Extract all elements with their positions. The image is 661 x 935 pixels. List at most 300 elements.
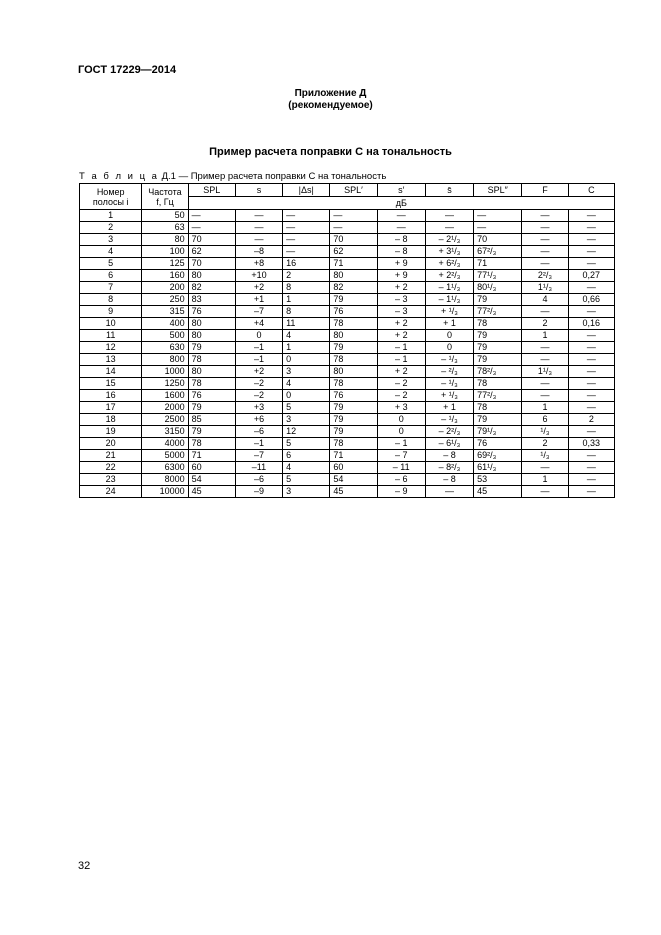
cell-s-prime: – 2 [377, 378, 425, 390]
table-caption-text: Д.1 — Пример расчета поправки C на тональность [158, 171, 387, 182]
cell-s: +2 [235, 282, 282, 294]
table-row [80, 366, 615, 378]
cell-band: 7 [80, 282, 142, 294]
cell-s-prime: + 2 [377, 318, 425, 330]
cell-f: 2²/₃ [522, 270, 568, 282]
cell-delta-s: 6 [283, 450, 330, 462]
cell-spl-prime: 79 [330, 414, 377, 426]
cell-spl-double-prime: 78 [474, 318, 522, 330]
cell-delta-s: — [283, 222, 330, 234]
cell-c: — [568, 378, 614, 390]
cell-band: 9 [80, 306, 142, 318]
cell-band: 5 [80, 258, 142, 270]
cell-spl-prime: 76 [330, 390, 377, 402]
cell-delta-s: 4 [283, 462, 330, 474]
cell-s: –9 [235, 486, 282, 498]
table-body [80, 210, 615, 498]
cell-spl-prime: 79 [330, 294, 377, 306]
cell-f: 1 [522, 330, 568, 342]
cell-frequency: 500 [142, 330, 188, 342]
cell-delta-s: 3 [283, 486, 330, 498]
cell-spl-double-prime: 70 [474, 234, 522, 246]
cell-s-bar: + ¹/₃ [425, 306, 473, 318]
cell-spl: 62 [188, 246, 235, 258]
cell-c: — [568, 402, 614, 414]
cell-frequency: 315 [142, 306, 188, 318]
cell-frequency: 6300 [142, 462, 188, 474]
cell-band: 24 [80, 486, 142, 498]
cell-spl-double-prime: 61¹/₃ [474, 462, 522, 474]
cell-s-prime: — [377, 210, 425, 222]
cell-f: — [522, 486, 568, 498]
cell-f: 2 [522, 318, 568, 330]
cell-s-prime: – 6 [377, 474, 425, 486]
cell-c: 2 [568, 414, 614, 426]
cell-spl-prime: 76 [330, 306, 377, 318]
cell-delta-s: 3 [283, 414, 330, 426]
cell-c: 0,16 [568, 318, 614, 330]
cell-spl-double-prime: 76 [474, 438, 522, 450]
cell-s-bar: – 8 [425, 474, 473, 486]
cell-spl: — [188, 222, 235, 234]
cell-band: 21 [80, 450, 142, 462]
cell-frequency: 400 [142, 318, 188, 330]
cell-spl-prime: 79 [330, 342, 377, 354]
cell-spl: 85 [188, 414, 235, 426]
cell-s-prime: – 2 [377, 390, 425, 402]
cell-s-prime: + 9 [377, 258, 425, 270]
cell-c: — [568, 390, 614, 402]
cell-s-prime: – 1 [377, 354, 425, 366]
table-row [80, 486, 615, 498]
cell-spl-double-prime: 79 [474, 354, 522, 366]
cell-c: 0,27 [568, 270, 614, 282]
cell-frequency: 2000 [142, 402, 188, 414]
cell-s-prime: – 3 [377, 294, 425, 306]
cell-delta-s: 4 [283, 330, 330, 342]
cell-band: 22 [80, 462, 142, 474]
cell-spl-prime: 79 [330, 426, 377, 438]
cell-delta-s: 4 [283, 378, 330, 390]
cell-s-prime: – 8 [377, 234, 425, 246]
cell-c: — [568, 474, 614, 486]
cell-frequency: 800 [142, 354, 188, 366]
cell-spl: 76 [188, 306, 235, 318]
cell-spl-prime: 79 [330, 402, 377, 414]
cell-frequency: 50 [142, 210, 188, 222]
cell-spl-double-prime: 77²/₃ [474, 306, 522, 318]
cell-spl-prime: 78 [330, 378, 377, 390]
cell-f: — [522, 342, 568, 354]
cell-delta-s: 0 [283, 354, 330, 366]
cell-c: — [568, 258, 614, 270]
cell-spl-double-prime: 71 [474, 258, 522, 270]
cell-band: 6 [80, 270, 142, 282]
header-c: C [568, 184, 614, 197]
tonality-correction-table [79, 183, 615, 498]
cell-s: –1 [235, 438, 282, 450]
table-row [80, 306, 615, 318]
cell-s-bar: – 1¹/₃ [425, 282, 473, 294]
cell-spl-prime: 80 [330, 270, 377, 282]
cell-s: — [235, 234, 282, 246]
cell-s-bar: – ¹/₃ [425, 414, 473, 426]
cell-f: — [522, 234, 568, 246]
cell-frequency: 8000 [142, 474, 188, 486]
cell-f: — [522, 378, 568, 390]
table-row [80, 210, 615, 222]
cell-frequency: 1000 [142, 366, 188, 378]
table-row [80, 450, 615, 462]
cell-spl: 78 [188, 378, 235, 390]
cell-f: — [522, 246, 568, 258]
cell-c: — [568, 462, 614, 474]
cell-c: — [568, 450, 614, 462]
cell-s-prime: – 9 [377, 486, 425, 498]
cell-frequency: 80 [142, 234, 188, 246]
cell-frequency: 100 [142, 246, 188, 258]
cell-spl: 79 [188, 402, 235, 414]
cell-s-prime: + 2 [377, 282, 425, 294]
cell-s-bar: 0 [425, 330, 473, 342]
cell-spl-prime: 54 [330, 474, 377, 486]
cell-s: –6 [235, 426, 282, 438]
cell-s: –1 [235, 342, 282, 354]
cell-spl-prime: 78 [330, 438, 377, 450]
cell-band: 12 [80, 342, 142, 354]
cell-c: — [568, 366, 614, 378]
cell-delta-s: 8 [283, 306, 330, 318]
cell-spl-prime: 80 [330, 366, 377, 378]
table-row [80, 342, 615, 354]
cell-frequency: 630 [142, 342, 188, 354]
cell-s-bar: + 3¹/₃ [425, 246, 473, 258]
table-row [80, 354, 615, 366]
cell-spl: 78 [188, 354, 235, 366]
table-row [80, 474, 615, 486]
cell-s: –8 [235, 246, 282, 258]
cell-spl-double-prime: 79 [474, 342, 522, 354]
cell-f: ¹/₃ [522, 450, 568, 462]
cell-delta-s: 8 [283, 282, 330, 294]
cell-spl-prime: 45 [330, 486, 377, 498]
cell-spl-double-prime: — [474, 222, 522, 234]
table-caption-label: Т а б л и ц а [79, 171, 159, 182]
cell-delta-s: 1 [283, 342, 330, 354]
cell-s: +8 [235, 258, 282, 270]
cell-s: –7 [235, 306, 282, 318]
cell-spl-double-prime: 78 [474, 378, 522, 390]
table-row [80, 222, 615, 234]
cell-spl: 80 [188, 330, 235, 342]
cell-s-bar: — [425, 486, 473, 498]
table-row [80, 330, 615, 342]
cell-f: — [522, 306, 568, 318]
cell-spl: 80 [188, 366, 235, 378]
cell-c: — [568, 234, 614, 246]
cell-spl-double-prime: 78 [474, 402, 522, 414]
cell-delta-s: 5 [283, 474, 330, 486]
cell-spl-double-prime: 67²/₃ [474, 246, 522, 258]
cell-band: 4 [80, 246, 142, 258]
table-row [80, 270, 615, 282]
cell-spl: 76 [188, 390, 235, 402]
cell-spl-prime: 71 [330, 450, 377, 462]
document-code: ГОСТ 17229—2014 [78, 64, 177, 76]
table-row [80, 378, 615, 390]
cell-spl-prime: 82 [330, 282, 377, 294]
cell-frequency: 2500 [142, 414, 188, 426]
cell-c: 0,66 [568, 294, 614, 306]
cell-f: 2 [522, 438, 568, 450]
cell-spl-double-prime: 77¹/₃ [474, 270, 522, 282]
cell-frequency: 4000 [142, 438, 188, 450]
cell-c: — [568, 330, 614, 342]
cell-s: –2 [235, 378, 282, 390]
cell-s: –2 [235, 390, 282, 402]
cell-s-bar: – 2¹/₃ [425, 234, 473, 246]
cell-band: 17 [80, 402, 142, 414]
cell-spl-prime: — [330, 210, 377, 222]
cell-spl-double-prime: 78²/₃ [474, 366, 522, 378]
header-band-number: Номер полосы i [80, 184, 142, 210]
cell-delta-s: 5 [283, 438, 330, 450]
cell-spl: 71 [188, 450, 235, 462]
cell-s: +2 [235, 366, 282, 378]
cell-spl-double-prime: 79 [474, 294, 522, 306]
cell-spl-double-prime: 45 [474, 486, 522, 498]
table-row [80, 426, 615, 438]
cell-spl-double-prime: 69²/₃ [474, 450, 522, 462]
cell-f: 6 [522, 414, 568, 426]
cell-s-prime: + 2 [377, 330, 425, 342]
table-row [80, 282, 615, 294]
cell-f: 1¹/₃ [522, 366, 568, 378]
table-row [80, 462, 615, 474]
cell-s-bar: + ¹/₃ [425, 390, 473, 402]
cell-frequency: 5000 [142, 450, 188, 462]
table-row [80, 402, 615, 414]
cell-s-bar: – 1¹/₃ [425, 294, 473, 306]
cell-s-prime: + 2 [377, 366, 425, 378]
header-s-bar: s̄ [425, 184, 473, 197]
cell-spl-prime: — [330, 222, 377, 234]
header-frequency: Частота f, Гц [142, 184, 188, 210]
cell-spl: 82 [188, 282, 235, 294]
cell-spl-double-prime: 79¹/₃ [474, 426, 522, 438]
cell-c: — [568, 210, 614, 222]
cell-band: 8 [80, 294, 142, 306]
cell-c: 0,33 [568, 438, 614, 450]
cell-spl-prime: 78 [330, 354, 377, 366]
header-spl-prime: SPL′ [330, 184, 377, 197]
cell-delta-s: 11 [283, 318, 330, 330]
cell-frequency: 250 [142, 294, 188, 306]
cell-s-prime: – 11 [377, 462, 425, 474]
cell-f: 1¹/₃ [522, 282, 568, 294]
cell-frequency: 125 [142, 258, 188, 270]
cell-frequency: 3150 [142, 426, 188, 438]
cell-spl: 79 [188, 426, 235, 438]
cell-spl: 79 [188, 342, 235, 354]
table-row [80, 318, 615, 330]
cell-delta-s: 0 [283, 390, 330, 402]
cell-spl: 54 [188, 474, 235, 486]
cell-band: 11 [80, 330, 142, 342]
cell-s: +4 [235, 318, 282, 330]
cell-s-bar: — [425, 222, 473, 234]
cell-f: — [522, 258, 568, 270]
cell-s-prime: + 3 [377, 402, 425, 414]
cell-spl-prime: 60 [330, 462, 377, 474]
cell-s-bar: + 1 [425, 318, 473, 330]
cell-spl-double-prime: 77²/₃ [474, 390, 522, 402]
cell-band: 10 [80, 318, 142, 330]
cell-s-bar: + 2²/₃ [425, 270, 473, 282]
cell-s-prime: – 1 [377, 438, 425, 450]
cell-s-bar: – 8²/₃ [425, 462, 473, 474]
cell-s: +10 [235, 270, 282, 282]
cell-spl-double-prime: 79 [474, 330, 522, 342]
cell-spl-double-prime: 53 [474, 474, 522, 486]
appendix-title: Приложение Д [294, 88, 367, 99]
cell-spl-prime: 62 [330, 246, 377, 258]
cell-s-bar: – ¹/₃ [425, 378, 473, 390]
cell-frequency: 200 [142, 282, 188, 294]
cell-delta-s: — [283, 210, 330, 222]
cell-s: — [235, 222, 282, 234]
table-row [80, 438, 615, 450]
cell-delta-s: 12 [283, 426, 330, 438]
cell-spl: — [188, 210, 235, 222]
cell-s: –7 [235, 450, 282, 462]
cell-s-bar: + 6²/₃ [425, 258, 473, 270]
header-s: s [235, 184, 282, 197]
cell-s: –6 [235, 474, 282, 486]
cell-s-bar: 0 [425, 342, 473, 354]
cell-s: +3 [235, 402, 282, 414]
cell-spl: 80 [188, 318, 235, 330]
cell-s-bar: – 2²/₃ [425, 426, 473, 438]
header-spl: SPL [188, 184, 235, 197]
cell-band: 15 [80, 378, 142, 390]
cell-s-prime: + 9 [377, 270, 425, 282]
cell-band: 18 [80, 414, 142, 426]
cell-spl-prime: 71 [330, 258, 377, 270]
cell-s-bar: + 1 [425, 402, 473, 414]
cell-f: 4 [522, 294, 568, 306]
cell-band: 3 [80, 234, 142, 246]
table-row [80, 246, 615, 258]
cell-s: 0 [235, 330, 282, 342]
cell-f: — [522, 222, 568, 234]
cell-band: 14 [80, 366, 142, 378]
cell-s-bar: – ¹/₃ [425, 354, 473, 366]
cell-c: — [568, 222, 614, 234]
appendix-subtitle: (рекомендуемое) [288, 100, 373, 111]
cell-band: 2 [80, 222, 142, 234]
header-spl-double-prime: SPL″ [474, 184, 522, 197]
table-caption [79, 171, 386, 182]
cell-delta-s: 2 [283, 270, 330, 282]
cell-c: — [568, 486, 614, 498]
table-row [80, 258, 615, 270]
cell-s: +1 [235, 294, 282, 306]
cell-c: — [568, 246, 614, 258]
cell-s: +6 [235, 414, 282, 426]
cell-spl-prime: 80 [330, 330, 377, 342]
cell-frequency: 160 [142, 270, 188, 282]
cell-c: — [568, 282, 614, 294]
cell-spl-prime: 78 [330, 318, 377, 330]
cell-s: –11 [235, 462, 282, 474]
cell-delta-s: 5 [283, 402, 330, 414]
cell-s-prime: 0 [377, 426, 425, 438]
cell-frequency: 10000 [142, 486, 188, 498]
cell-s: –1 [235, 354, 282, 366]
cell-frequency: 1250 [142, 378, 188, 390]
cell-c: — [568, 354, 614, 366]
cell-spl-double-prime: 80¹/₃ [474, 282, 522, 294]
cell-s-prime: — [377, 222, 425, 234]
cell-f: 1 [522, 474, 568, 486]
cell-spl: 60 [188, 462, 235, 474]
cell-spl: 80 [188, 270, 235, 282]
cell-s-bar: – 6¹/₃ [425, 438, 473, 450]
cell-c: — [568, 426, 614, 438]
cell-band: 1 [80, 210, 142, 222]
appendix-heading [0, 88, 661, 112]
cell-band: 23 [80, 474, 142, 486]
cell-s-prime: – 1 [377, 342, 425, 354]
table-row [80, 390, 615, 402]
cell-s: — [235, 210, 282, 222]
cell-spl: 70 [188, 258, 235, 270]
cell-c: — [568, 306, 614, 318]
cell-f: — [522, 354, 568, 366]
cell-spl: 45 [188, 486, 235, 498]
table-row [80, 294, 615, 306]
cell-spl-double-prime: 79 [474, 414, 522, 426]
cell-s-bar: – ²/₃ [425, 366, 473, 378]
cell-f: — [522, 390, 568, 402]
header-s-prime: s′ [377, 184, 425, 197]
cell-f: ¹/₃ [522, 426, 568, 438]
cell-s-prime: – 3 [377, 306, 425, 318]
cell-f: 1 [522, 402, 568, 414]
cell-frequency: 63 [142, 222, 188, 234]
cell-spl: 83 [188, 294, 235, 306]
cell-c: — [568, 342, 614, 354]
header-unit: дБ [188, 197, 614, 210]
table-header-row [80, 184, 615, 197]
cell-spl: 70 [188, 234, 235, 246]
cell-delta-s: 3 [283, 366, 330, 378]
header-delta-s: |Δs| [283, 184, 330, 197]
cell-band: 13 [80, 354, 142, 366]
cell-delta-s: — [283, 246, 330, 258]
cell-f: — [522, 462, 568, 474]
cell-f: — [522, 210, 568, 222]
cell-s-bar: — [425, 210, 473, 222]
cell-band: 20 [80, 438, 142, 450]
cell-s-bar: – 8 [425, 450, 473, 462]
cell-frequency: 1600 [142, 390, 188, 402]
cell-spl-prime: 70 [330, 234, 377, 246]
cell-delta-s: 16 [283, 258, 330, 270]
header-f: F [522, 184, 568, 197]
cell-spl: 78 [188, 438, 235, 450]
